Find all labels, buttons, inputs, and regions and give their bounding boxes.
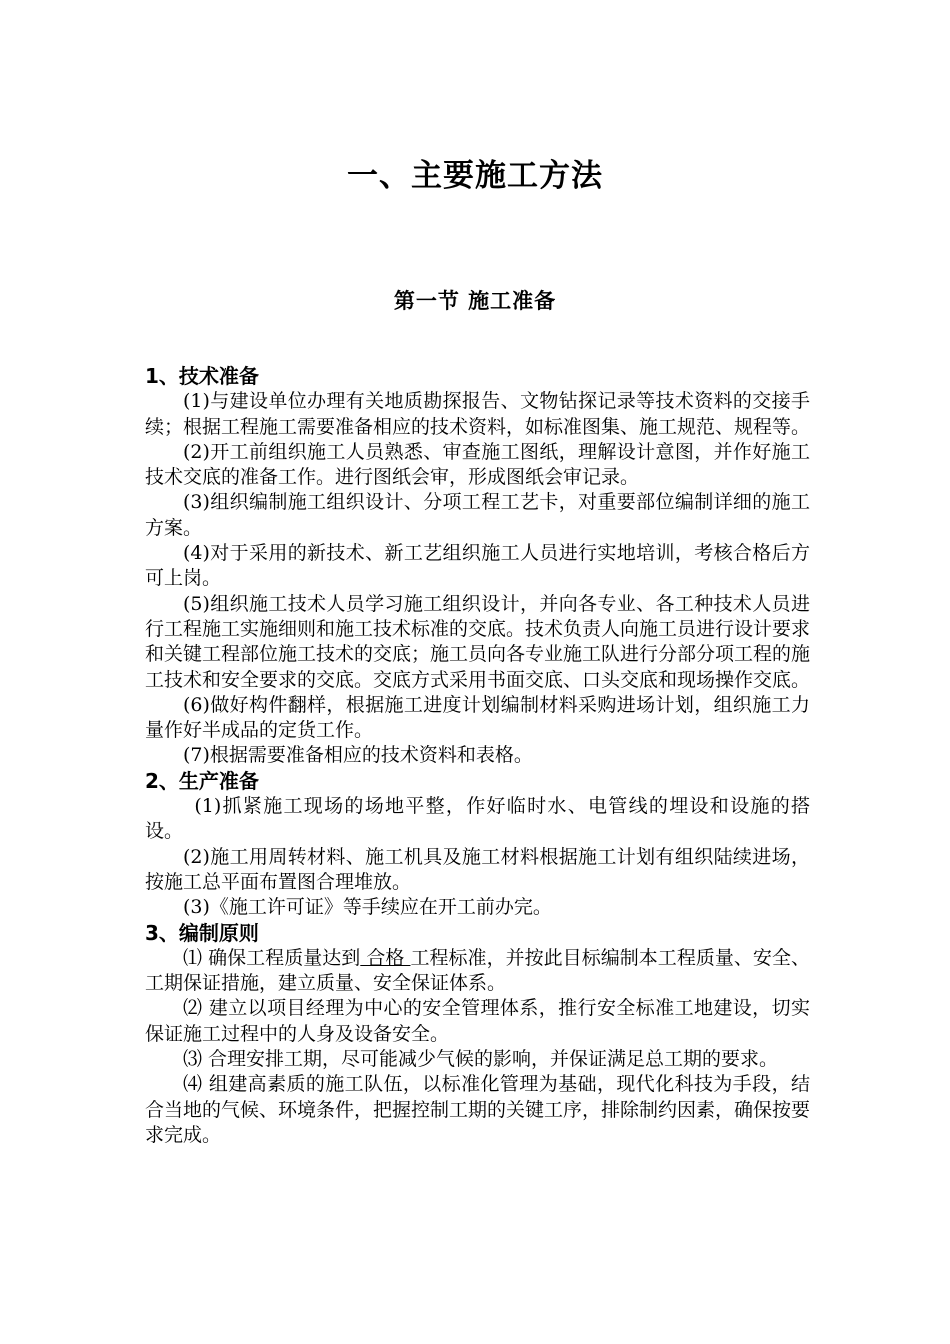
paragraph: (3)《施工许可证》等手续应在开工前办完。 xyxy=(183,896,552,919)
section-title: 第一节 施工准备 xyxy=(393,289,557,313)
paragraph: ⑷ 组建高素质的施工队伍，以标准化管理为基础，现代化科技为手段，结合当地的气候、环境条件，把握控制工期的关键工序，排除制约因素，确保按要求完成。 xyxy=(145,1073,811,1146)
heading-production-preparation: 2、生产准备 xyxy=(145,768,259,793)
paragraph: (1)与建设单位办理有关地质勘探报告、文物钻探记录等技术资料的交接手续；根据工程施工需要准备相应的技术资料，如标准图集、施工规范、规程等。 xyxy=(145,390,811,438)
document-body xyxy=(145,364,810,1148)
paragraph: (6)做好构件翻样，根据施工进度计划编制材料采购进场计划，组织施工力量作好半成品的定货工作。 xyxy=(145,693,810,742)
paragraph-text: ⑴ 确保工程质量达到 xyxy=(183,946,361,969)
paragraph: (1)抓紧施工现场的场地平整，作好临时水、电管线的埋设和设施的搭设。 xyxy=(145,795,810,843)
paragraph: (3)组织编制施工组织设计、分项工程工艺卡，对重要部位编制详细的施工方案。 xyxy=(145,491,810,539)
quality-target-underlined: 合格 xyxy=(360,946,411,969)
paragraph: ⑶ 合理安排工期，尽可能减少气候的影响，并保证满足总工期的要求。 xyxy=(183,1048,779,1071)
paragraph: ⑵ 建立以项目经理为中心的安全管理体系，推行安全标准工地建设，切实保证施工过程中的人身及设备安全。 xyxy=(145,997,810,1045)
heading-compilation-principles: 3、编制原则 xyxy=(145,920,259,945)
document-title: 一、主要施工方法 xyxy=(347,158,603,194)
paragraph: (7)根据需要准备相应的技术资料和表格。 xyxy=(183,744,533,767)
paragraph-text: 工程标准，并按此目标编制本工程质量、安全、工期保证措施，建立质量、安全保证体系。 xyxy=(145,946,810,995)
heading-technical-preparation: 1、技术准备 xyxy=(145,364,259,388)
paragraph: (5)组织施工技术人员学习施工组织设计，并向各专业、各工种技术人员进行工程施工实施细则和施工技术标准的交底。技术负责人向施工员进行设计要求和关键工程部位施工技术的交底；施工员向各专业施工队进行分部分项工程的施工技术和安全要求的交底。交底方式采用书面交底、口头交底和现场操作交底。 xyxy=(145,592,811,691)
paragraph xyxy=(145,946,810,997)
paragraph: (2)施工用周转材料、施工机具及施工材料根据施工计划有组织陆续进场，按施工总平面布置图合理堆放。 xyxy=(145,845,810,893)
paragraph: (4)对于采用的新技术、新工艺组织施工人员进行实地培训，考核合格后方可上岗。 xyxy=(145,542,810,590)
paragraph: (2)开工前组织施工人员熟悉、审查施工图纸，理解设计意图，并作好施工技术交底的准备工作。进行图纸会审，形成图纸会审记录。 xyxy=(145,440,810,489)
